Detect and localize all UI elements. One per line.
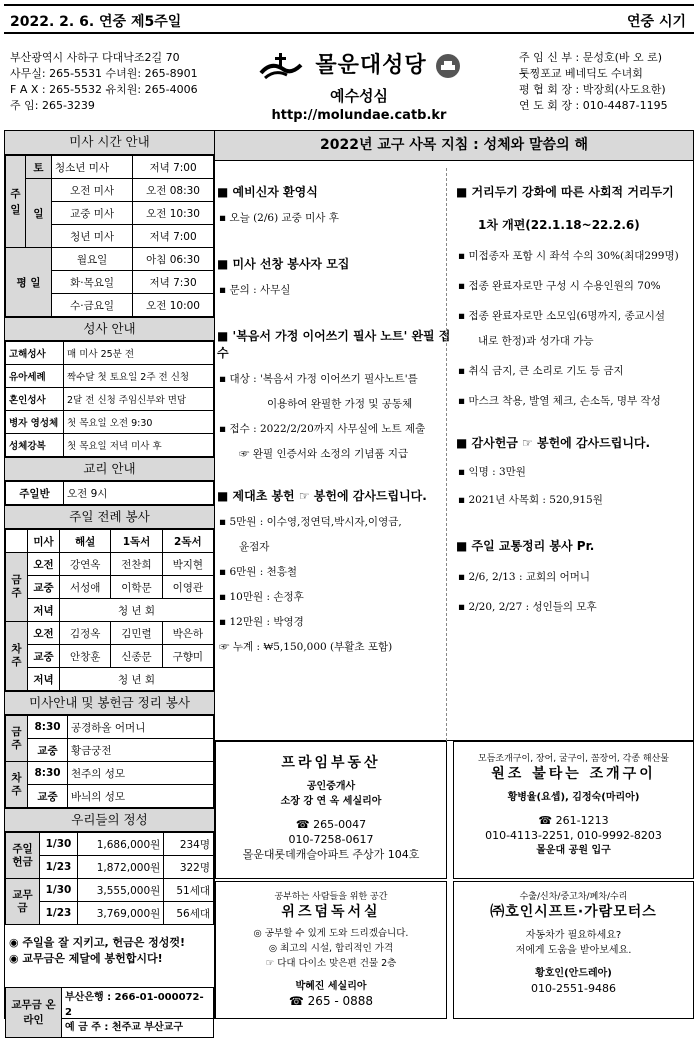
patron-name: 예수성심 bbox=[330, 87, 388, 105]
cross-wave-icon bbox=[257, 51, 307, 81]
contact-info: 부산광역시 사하구 다대낙조2길 70 사무실: 265-5531 수녀원: 265-8901 F A X : 265-5532 유치원: 265-4006 주 임: 265-3239 bbox=[10, 51, 198, 112]
offering-notes: ◉ 주일을 잘 지키고, 헌금은 정성껏! ◉ 교무금은 제달에 봉헌합시다! bbox=[9, 936, 186, 965]
ad-studyroom: 공부하는 사람들을 위한 공간 위즈덤독서실 ◎ 공부할 수 있게 도와 드리겠습니다. ◎ 최고의 시설, 합리적인 가격 ☞ 다대 다이소 맞은편 건물 2층 박혜진 세실리아 ☎ 265 - 0888 bbox=[215, 881, 447, 1019]
church-logo bbox=[244, 48, 474, 128]
news-section bbox=[215, 130, 694, 741]
sacrament-title: 성사 안내 bbox=[5, 317, 214, 341]
news-col-left: ■ 예비신자 환영식 ▪ 오늘 (2/6) 교중 미사 후 ■ 미사 선창 봉사자 모집 ▪ 문의 : 사무실 ■ '복음서 가정 이어쓰기 필사 노트' 완필 접수 ▪ 대상 : '복음서 가정 이어쓰기 필사노트'를 이용하여 완필한 가정 및 공동체 ▪ 접수 : 2022/2/20까지 사무실에 노트 제출 ☞ 완필 인증서와 소정의 기념품 지급 ■ 제대초 봉헌 ☞ 봉헌에 감사드립니다. ▪ 5만원 : 이수영,정연덕,박시자,이영금, 윤점자 ▪ 6만원 : 천흥철 ▪ 10만원 : 손정후 ▪ 12만원 : 박영경 ☞ 누계 : ₩5,150,000 (부활초 포함) bbox=[217, 185, 451, 653]
season-label: 연중 시기 bbox=[627, 14, 686, 30]
offering-table: 주일헌금 1/30 1,686,000원 234명 1/23 1,872,000원 322명 교무금 1/30 3,555,000원 51세대 1/23 3,769,000원 56세대 bbox=[5, 832, 214, 925]
liturgy-title: 주일 전례 봉사 bbox=[5, 505, 214, 529]
column-divider bbox=[446, 168, 447, 741]
ad-realestate: 프라임부동산 공인중개사 소장 강 연 옥 세실리아 ☎ 265-0047 010-7258-0617 몰운대롯데캐슬아파트 주상가 104호 bbox=[215, 741, 447, 879]
header bbox=[4, 40, 694, 130]
ship-emblem-icon bbox=[435, 53, 461, 79]
ad-shellfish: 모듬조개구이, 장어, 굴구이, 꼼장어, 각종 해산물 원조 불타는 조개구이 황병율(요셉), 김정숙(마리아) ☎ 261-1213 010-4113-2251, 010-9992-8203 몰운대 공원 입구 bbox=[453, 741, 694, 879]
sacrament-table: 고해성사 매 미사 25분 전 유아세례 짝수달 첫 토요일 2주 전 신청 혼인성사 2달 전 신청 주임신부와 면담 병자 영성체 첫 목요일 오전 9:30 성체강복 첫 목요일 저녁 미사 후 bbox=[5, 341, 214, 457]
staff-info: 주 임 신 부 : 문성호(바 오 로) 툿찡포교 베네딕도 수녀회 평 협 회 장 : 박장희(사도요한) 연 도 회 장 : 010-4487-1195 bbox=[519, 51, 668, 112]
church-url[interactable]: http://molundae.catb.kr bbox=[271, 108, 447, 123]
online-table: 교무금 온라인 부산은행 : 266-01-000072-2 예 금 주 : 천주교 부산교구 bbox=[5, 987, 214, 1038]
news-col-right: ■ 거리두기 강화에 따른 사회적 거리두기 1차 개편(22.1.18~22.2.6) ▪ 미접종자 포함 시 좌석 수의 30%(최대299명) ▪ 접종 완료자로만 구성 시 수용인원의 70% ▪ 접종 완료자로만 소모임(6명까지, 종교시설 내로 한정)과 성가대 가능 ▪ 취식 금지, 큰 소리로 기도 등 금지 ▪ 마스크 착용, 발열 체크, 손소독, 명부 작성 ■ 감사헌금 ☞ 봉헌에 감사드립니다. ▪ 익명 : 3만원 ▪ 2021년 사목회 : 520,915원 ■ 주일 교통정리 봉사 Pr. ▪ 2/6, 2/13 : 교회의 어머니 ▪ 2/20, 2/27 : 성인들의 모후 bbox=[456, 185, 679, 613]
bulletin-date: 2022. 2. 6. 연중 제5주일 bbox=[10, 14, 182, 30]
pastoral-theme: 2022년 교구 사목 지침 : 성체와 말씀의 해 bbox=[215, 131, 693, 161]
mass-times-table: 주일 토 청소년 미사 저녁 7:00 일 오전 미사 오전 08:30 교중 미사 오전 10:30 청년 미사 저녁 7:00 평 일 월요일 아침 06:30 화·목요일 저녁 7:30 수·금요일 오전 10:00 bbox=[5, 155, 214, 317]
doctrine-title: 교리 안내 bbox=[5, 457, 214, 481]
cleanup-table: 금주 8:30 공경하올 어머니 교중 황금궁전 차주 8:30 천주의 성모 교중 바늬의 성모 bbox=[5, 715, 214, 808]
liturgy-table: 미사 해설 1독서 2독서 금주 오전 강연옥 전찬희 박지현 교중 서성애 이학문 이영관 저녁 청 년 회 차주 오전 김정옥 김민렬 박은하 교중 안창훈 신종문 구향미 저녁 청 년 회 bbox=[5, 529, 214, 691]
offering-title: 우리들의 정성 bbox=[5, 808, 214, 832]
top-bar bbox=[4, 4, 694, 34]
left-column bbox=[4, 130, 215, 1033]
ad-motors: 수출/신차/중고차/폐차/수리 ㈜호인시프트·가람모터스 자동차가 필요하세요? 저에게 도움을 받아보세요. 황호인(안드레아) 010-2551-9486 bbox=[453, 881, 694, 1019]
ads-area bbox=[215, 741, 694, 1019]
mass-times-title: 미사 시간 안내 bbox=[5, 131, 214, 155]
cleanup-title: 미사안내 및 봉헌금 정리 봉사 bbox=[5, 691, 214, 715]
doctrine-table: 주일반 오전 9시 bbox=[5, 481, 214, 505]
church-name: 몰운대성당 bbox=[315, 53, 427, 78]
